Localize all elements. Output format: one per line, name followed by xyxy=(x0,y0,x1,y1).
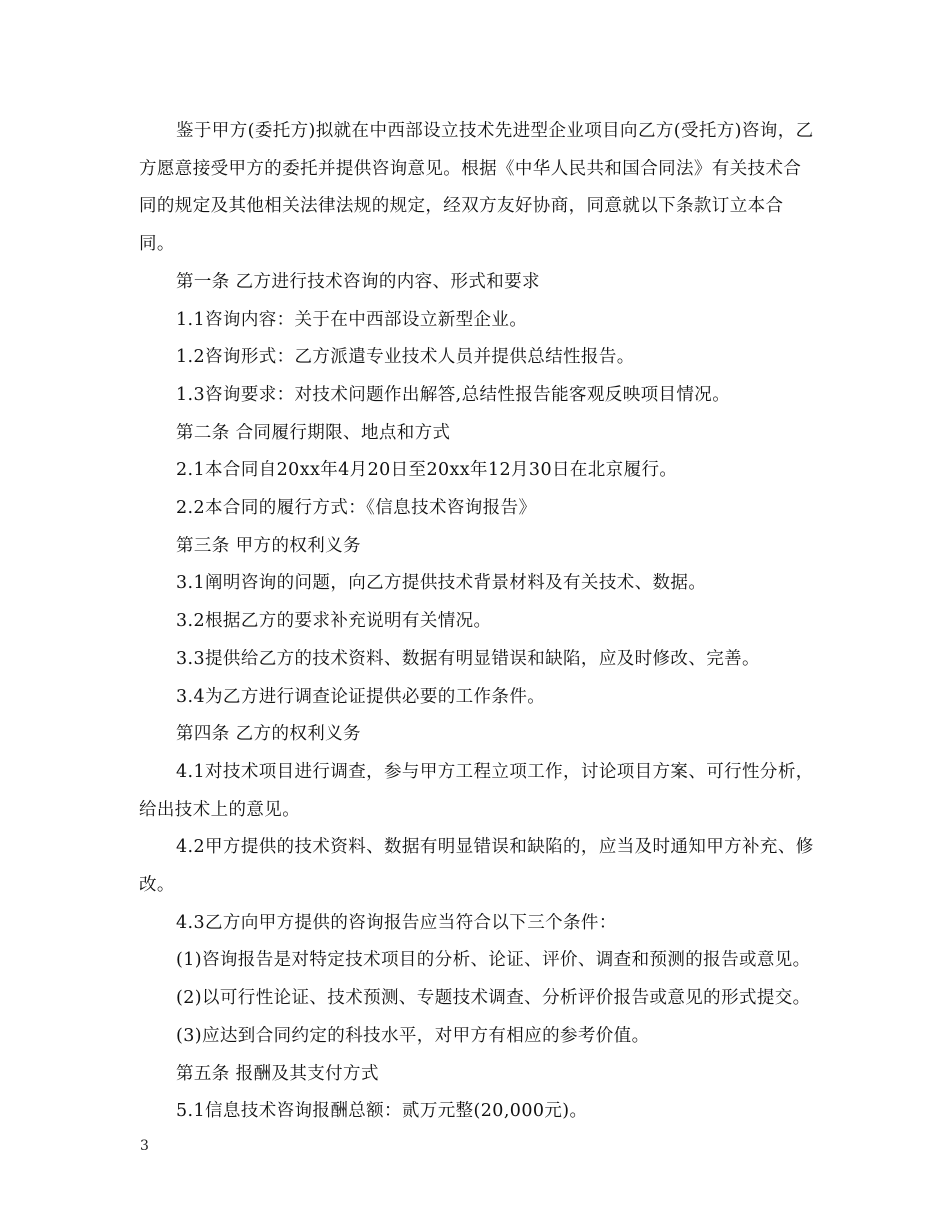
clause-1-3: 1.3咨询要求：对技术问题作出解答,总结性报告能客观反映项目情况。 xyxy=(176,384,731,405)
article-4-heading: 第四条 乙方的权利义务 xyxy=(176,724,361,745)
clause-4-1: 4.1对技术项目进行调查，参与甲方工程立项工作，讨论项目方案、可行性分析，给出技术上的意见。 xyxy=(139,761,814,820)
clause-3-2: 3.2根据乙方的要求补充说明有关情况。 xyxy=(176,611,492,632)
article-1-heading: 第一条 乙方进行技术咨询的内容、形式和要求 xyxy=(176,271,540,292)
preamble-paragraph: 鉴于甲方(委托方)拟就在中西部设立技术先进型企业项目向乙方(受托方)咨询，乙方愿意接受甲方的委托并提供咨询意见。根据《中华人民共和国合同法》有关技术合同的规定及其他相关法律法规的规定，经双方友好协商，同意就以下条款订立本合同。 xyxy=(139,121,814,255)
article-5-heading: 第五条 报酬及其支付方式 xyxy=(176,1063,379,1084)
clause-1-2: 1.2咨询形式：乙方派遣专业技术人员并提供总结性报告。 xyxy=(176,347,635,368)
clause-4-3: 4.3乙方向甲方提供的咨询报告应当符合以下三个条件： xyxy=(176,912,617,933)
condition-1: (1)咨询报告是对特定技术项目的分析、论证、评价、调查和预测的报告或意见。 xyxy=(176,950,811,971)
clause-3-4: 3.4为乙方进行调查论证提供必要的工作条件。 xyxy=(176,686,546,707)
clause-5-1: 5.1信息技术咨询报酬总额：贰万元整(20,000元)。 xyxy=(176,1101,588,1122)
condition-3: (3)应达到合同约定的科技水平，对甲方有相应的参考价值。 xyxy=(176,1025,650,1046)
article-2-heading: 第二条 合同履行期限、地点和方式 xyxy=(176,422,451,443)
clause-1-1: 1.1咨询内容：关于在中西部设立新型企业。 xyxy=(176,309,528,330)
article-3-heading: 第三条 甲方的权利义务 xyxy=(176,535,361,556)
page-number: 3 xyxy=(140,1138,149,1154)
document-body xyxy=(139,113,819,1131)
clause-2-1: 2.1本合同自20xx年4月20日至20xx年12月30日在北京履行。 xyxy=(176,460,678,481)
condition-2: (2)以可行性论证、技术预测、专题技术调查、分析评价报告或意见的形式提交。 xyxy=(176,988,811,1009)
clause-3-3: 3.3提供给乙方的技术资料、数据有明显错误和缺陷，应及时修改、完善。 xyxy=(176,648,760,669)
clause-4-2: 4.2甲方提供的技术资料、数据有明显错误和缺陷的，应当及时通知甲方补充、修改。 xyxy=(139,837,814,896)
clause-3-1: 3.1阐明咨询的问题，向乙方提供技术背景材料及有关技术、数据。 xyxy=(176,573,707,594)
clause-2-2: 2.2本合同的履行方式：《信息技术咨询报告》 xyxy=(176,498,537,519)
